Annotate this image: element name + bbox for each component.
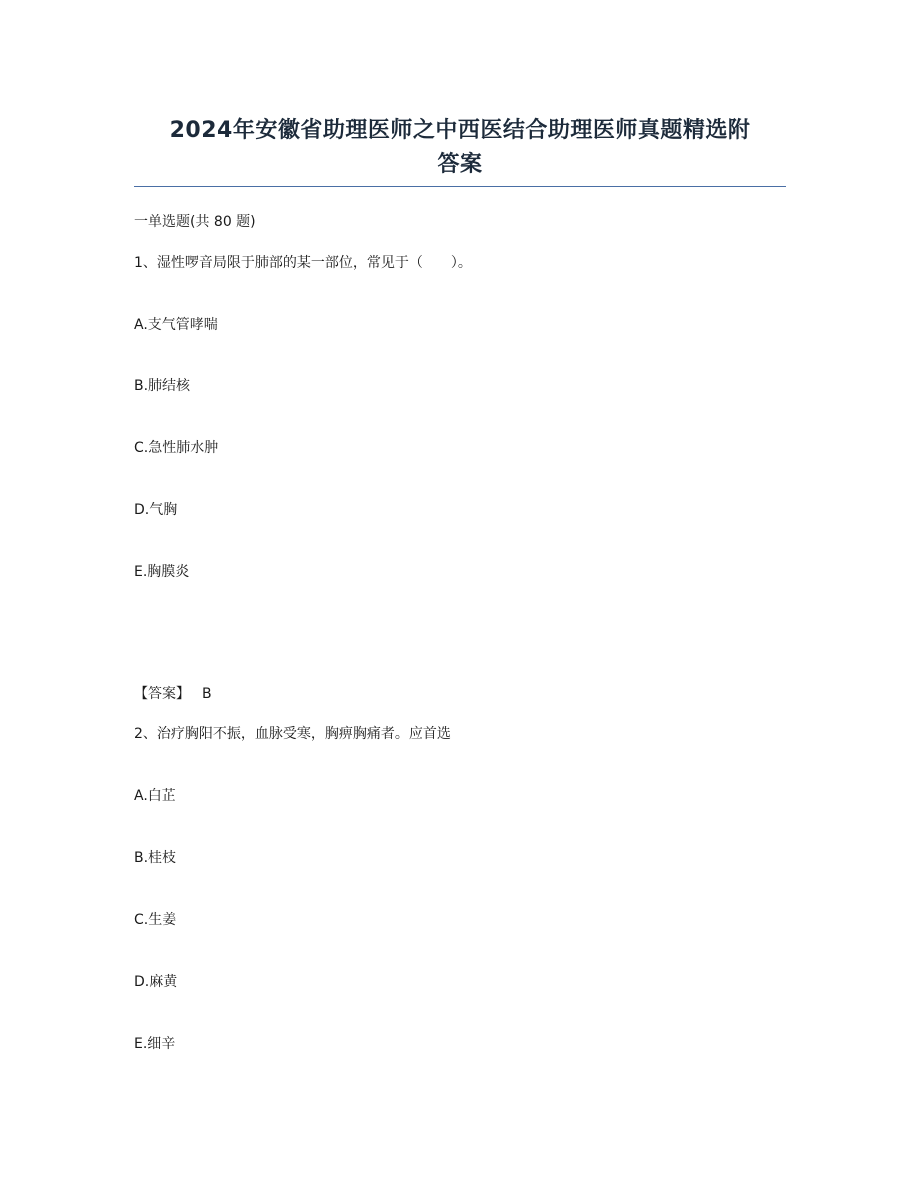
document-title bbox=[134, 114, 786, 182]
answer-value: B bbox=[202, 686, 212, 702]
question-2-stem: 2、治疗胸阳不振，血脉受寒，胸痹胸痛者。应首选 bbox=[134, 726, 451, 742]
question-2-option-e: E.细辛 bbox=[134, 1036, 176, 1052]
question-1-option-a: A.支气管哮喘 bbox=[134, 317, 218, 333]
title-divider bbox=[134, 186, 786, 187]
question-1-option-c: C.急性肺水肿 bbox=[134, 440, 219, 456]
question-1-answer bbox=[134, 684, 212, 704]
question-2-option-d: D.麻黄 bbox=[134, 974, 178, 990]
question-2-option-c: C.生姜 bbox=[134, 912, 177, 928]
question-1-stem: 1、湿性啰音局限于肺部的某一部位，常见于（ ）。 bbox=[134, 255, 472, 271]
question-1-option-d: D.气胸 bbox=[134, 502, 178, 518]
question-1-option-b: B.肺结核 bbox=[134, 378, 191, 394]
answer-label: 【答案】 bbox=[134, 686, 190, 702]
title-line-2: 答案 bbox=[437, 152, 483, 177]
question-1-option-e: E.胸膜炎 bbox=[134, 564, 190, 580]
question-2-option-a: A.白芷 bbox=[134, 788, 176, 804]
question-2-option-b: B.桂枝 bbox=[134, 850, 177, 866]
section-heading: 一单选题(共 80 题) bbox=[134, 214, 256, 230]
title-line-1: 2024年安徽省助理医师之中西医结合助理医师真题精选附 bbox=[169, 118, 751, 143]
